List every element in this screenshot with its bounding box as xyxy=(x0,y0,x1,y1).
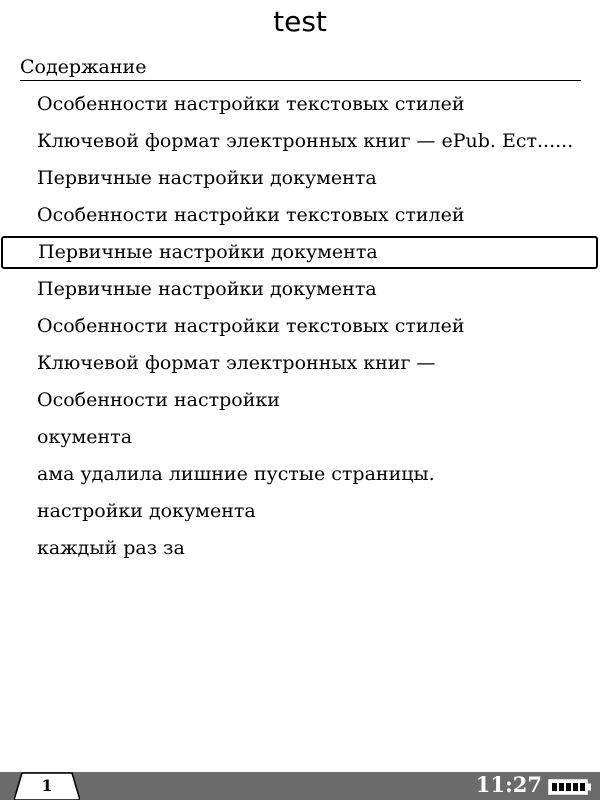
status-bar xyxy=(0,772,600,800)
toc-item[interactable]: Ключевой формат электронных книг — xyxy=(37,352,436,374)
toc-item[interactable]: Особенности настройки текстовых стилей xyxy=(37,204,465,226)
clock: 11:27 xyxy=(475,772,542,797)
toc-item[interactable]: настройки документа xyxy=(37,500,256,522)
toc-item[interactable]: Особенности настройки текстовых стилей xyxy=(37,93,465,115)
toc-heading: Содержание xyxy=(20,55,581,81)
toc-item[interactable]: Особенности настройки xyxy=(37,389,280,411)
page-tab[interactable] xyxy=(14,772,80,800)
toc-list xyxy=(0,88,600,569)
toc-item[interactable]: Первичные настройки документа xyxy=(37,278,377,300)
toc-item-selected[interactable]: Первичные настройки документа xyxy=(1,236,598,269)
page-number: 1 xyxy=(41,776,53,795)
toc-item[interactable]: ама удалила лишние пустые страницы. xyxy=(37,463,435,485)
battery-icon xyxy=(548,779,592,795)
document-title: test xyxy=(273,5,327,38)
toc-item[interactable]: Особенности настройки текстовых стилей xyxy=(37,315,465,337)
toc-item[interactable]: Ключевой формат электронных книг — ePub. Ест...... xyxy=(37,130,574,152)
toc-item[interactable]: Первичные настройки документа xyxy=(37,167,377,189)
toc-item[interactable]: окумента xyxy=(37,426,133,448)
toc-item[interactable]: каждый раз за xyxy=(37,537,185,559)
